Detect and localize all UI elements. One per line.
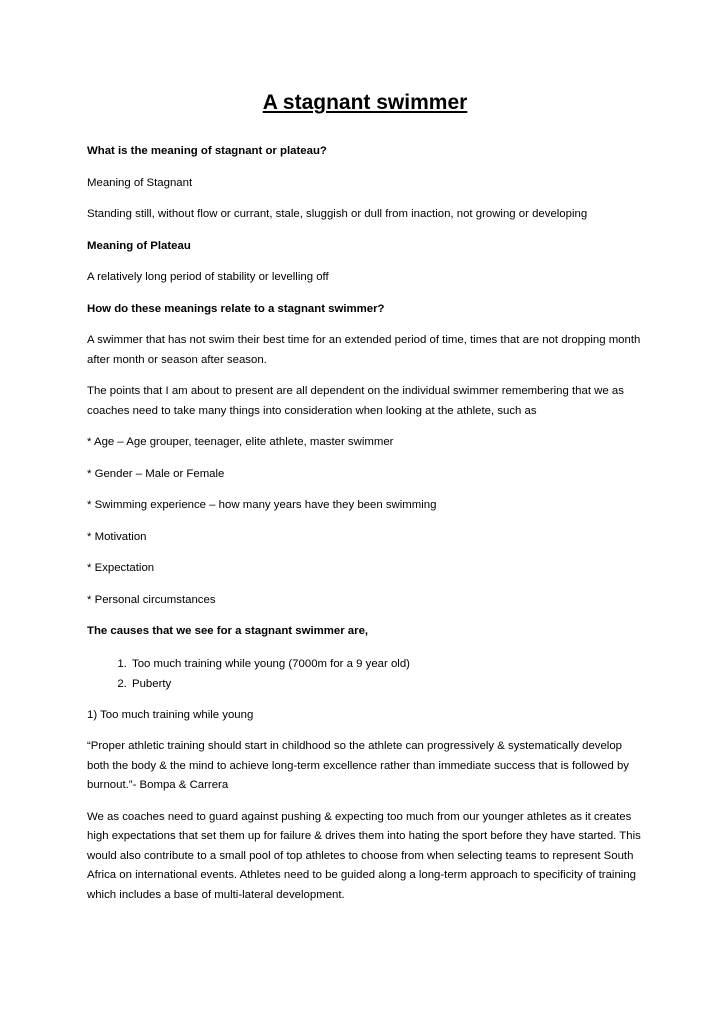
- causes-heading: The causes that we see for a stagnant swimmer are,: [87, 625, 369, 637]
- cause-item: 2. Puberty: [130, 674, 643, 694]
- consideration-motivation: * Motivation: [87, 530, 147, 543]
- document-body: [87, 86, 643, 917]
- consideration-age: * Age – Age grouper, teenager, elite athlete, master swimmer: [87, 436, 394, 448]
- points-intro: The points that I am about to present are all dependent on the individual swimmer remembering that we as coaches need to take many things into consideration when looking at the athlete, such as: [87, 385, 624, 417]
- relate-answer: A swimmer that has not swim their best time for an extended period of time, times that are not dropping month after month or season after season.: [87, 334, 641, 366]
- cause-item: 1. Too much training while young (7000m for a 9 year old): [130, 654, 643, 674]
- document-title: A stagnant swimmer: [262, 91, 468, 114]
- plateau-heading: Meaning of Plateau: [87, 239, 191, 252]
- consideration-expectation: * Expectation: [87, 562, 155, 574]
- section1-heading: 1) Too much training while young: [87, 708, 254, 721]
- consideration-circumstances: * Personal circumstances: [87, 593, 216, 606]
- stagnant-heading: Meaning of Stagnant: [87, 176, 193, 189]
- causes-list: [87, 654, 643, 694]
- closing-paragraph: We as coaches need to guard against pushing & expecting too much from our younger athletes as it creates high expectations that set them up for failure & drives them into hating the sport before they have started. This would also contribute to a small pool of top athletes to choose from when selecting teams to represent South Africa on international events. Athletes need to be guided along a long-term approach to specificity of training which includes a base of multi-lateral development.: [87, 810, 641, 901]
- consideration-experience: * Swimming experience – how many years have they been swimming: [87, 499, 437, 511]
- consideration-gender: * Gender – Male or Female: [87, 467, 225, 480]
- bompa-quote: “Proper athletic training should start in childhood so the athlete can progressively & systematically develop both the body & the mind to achieve long-term excellence rather than immediate success that is followed by burnout.”- Bompa & Carrera: [87, 740, 629, 791]
- question-relate: How do these meanings relate to a stagnant swimmer?: [87, 302, 385, 315]
- plateau-definition: A relatively long period of stability or levelling off: [87, 271, 329, 283]
- question-meaning: What is the meaning of stagnant or plateau?: [87, 145, 327, 157]
- stagnant-definition: Standing still, without flow or currant, stale, sluggish or dull from inaction, not growing or developing: [87, 208, 588, 220]
